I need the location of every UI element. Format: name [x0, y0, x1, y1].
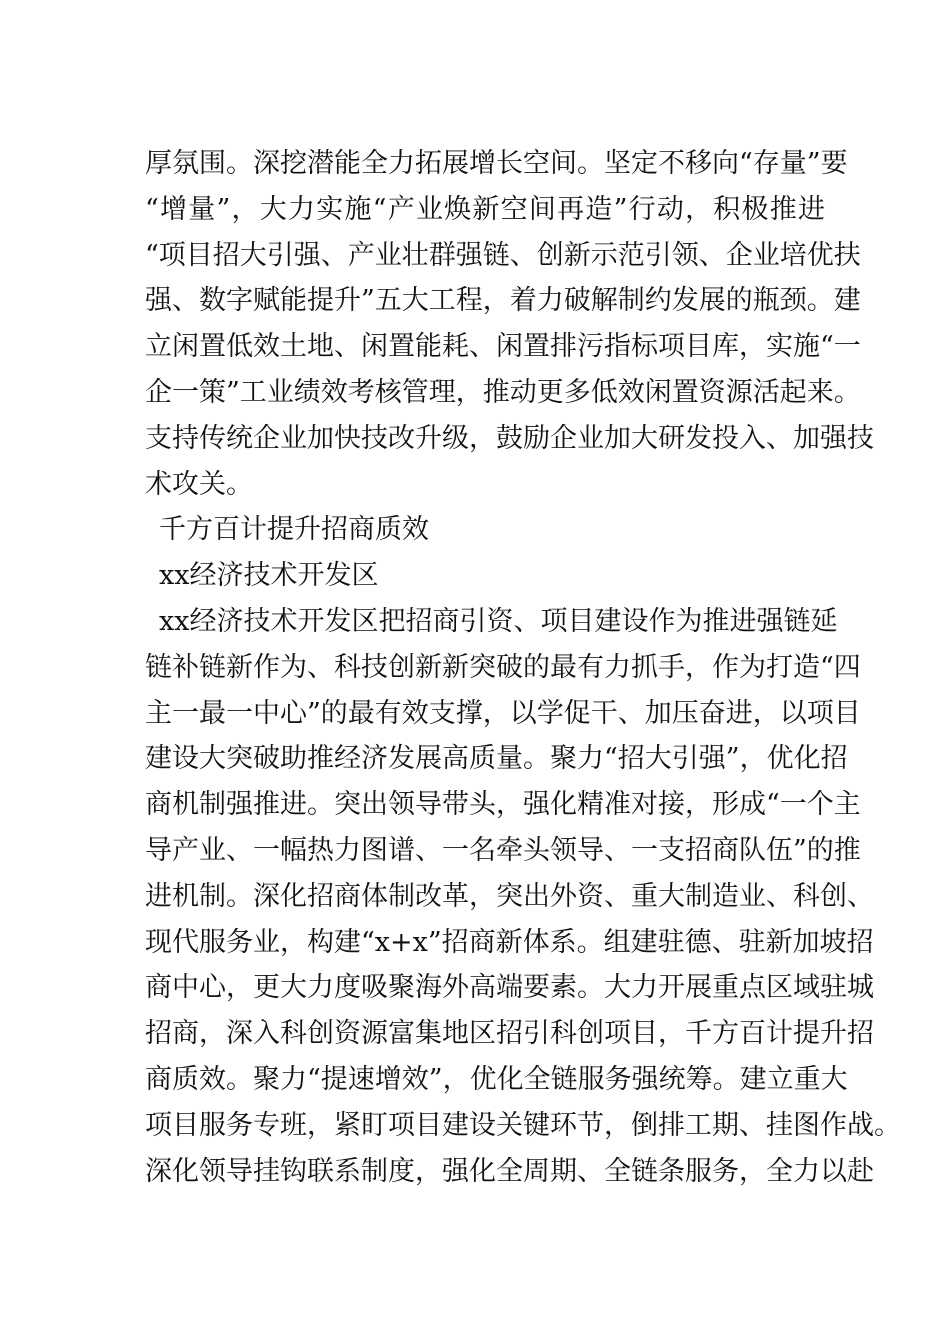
text-line: 商中心，更大力度吸聚海外高端要素。大力开展重点区域驻城 [145, 972, 874, 1004]
text-line: 商机制强推进。突出领导带头，强化精准对接，形成“一个主 [145, 789, 861, 821]
text-line: 主一最一中心”的最有效支撑，以学促干、加压奋进，以项目 [145, 697, 861, 729]
text-line: 进机制。深化招商体制改革，突出外资、重大制造业、科创、 [145, 880, 874, 912]
paragraph-2 [145, 599, 901, 1194]
text-line: xx经济技术开发区把招商引资、项目建设作为推进强链延 [159, 605, 838, 637]
text-line: 支持传统企业加快技改升级，鼓励企业加大研发投入、加强技 [145, 422, 874, 454]
section-author [145, 553, 825, 599]
section-heading [145, 507, 825, 553]
author-text: xx经济技术开发区 [159, 560, 379, 592]
heading-text: 千方百计提升招商质效 [159, 514, 429, 546]
text-line: 强、数字赋能提升”五大工程，着力破解制约发展的瓶颈。建 [145, 285, 861, 317]
text-line: 项目服务专班，紧盯项目建设关键环节，倒排工期、挂图作战。 [145, 1109, 901, 1141]
text-line: 链补链新作为、科技创新新突破的最有力抓手，作为打造“四 [145, 651, 861, 683]
text-line: 导产业、一幅热力图谱、一名牵头领导、一支招商队伍”的推 [145, 834, 861, 866]
text-line: 厚氛围。深挖潜能全力拓展增长空间。坚定不移向“存量”要 [145, 148, 848, 179]
text-line: 建设大突破助推经济发展高质量。聚力“招大引强”，优化招 [145, 743, 848, 775]
paragraph-1 [145, 141, 874, 507]
text-line: 商质效。聚力“提速增效”，优化全链服务强统筹。建立重大 [145, 1063, 848, 1095]
text-line: 深化领导挂钩联系制度，强化全周期、全链条服务，全力以赴 [145, 1155, 874, 1187]
text-line: 企一策”工业绩效考核管理，推动更多低效闲置资源活起来。 [145, 376, 861, 408]
text-line: 术攻关。 [145, 468, 253, 500]
document-body [145, 141, 901, 1194]
text-line: 招商，深入科创资源富集地区招引科创项目，千方百计提升招 [145, 1018, 874, 1050]
text-line: 现代服务业，构建“x+x”招商新体系。组建驻德、驻新加坡招 [145, 926, 874, 958]
text-line: “项目招大引强、产业壮群强链、创新示范引领、企业培优扶 [145, 239, 861, 271]
text-line: 立闲置低效土地、闲置能耗、闲置排污指标项目库，实施“一 [145, 331, 861, 363]
text-line: “增量”，大力实施“产业焕新空间再造”行动，积极推进 [145, 193, 825, 225]
